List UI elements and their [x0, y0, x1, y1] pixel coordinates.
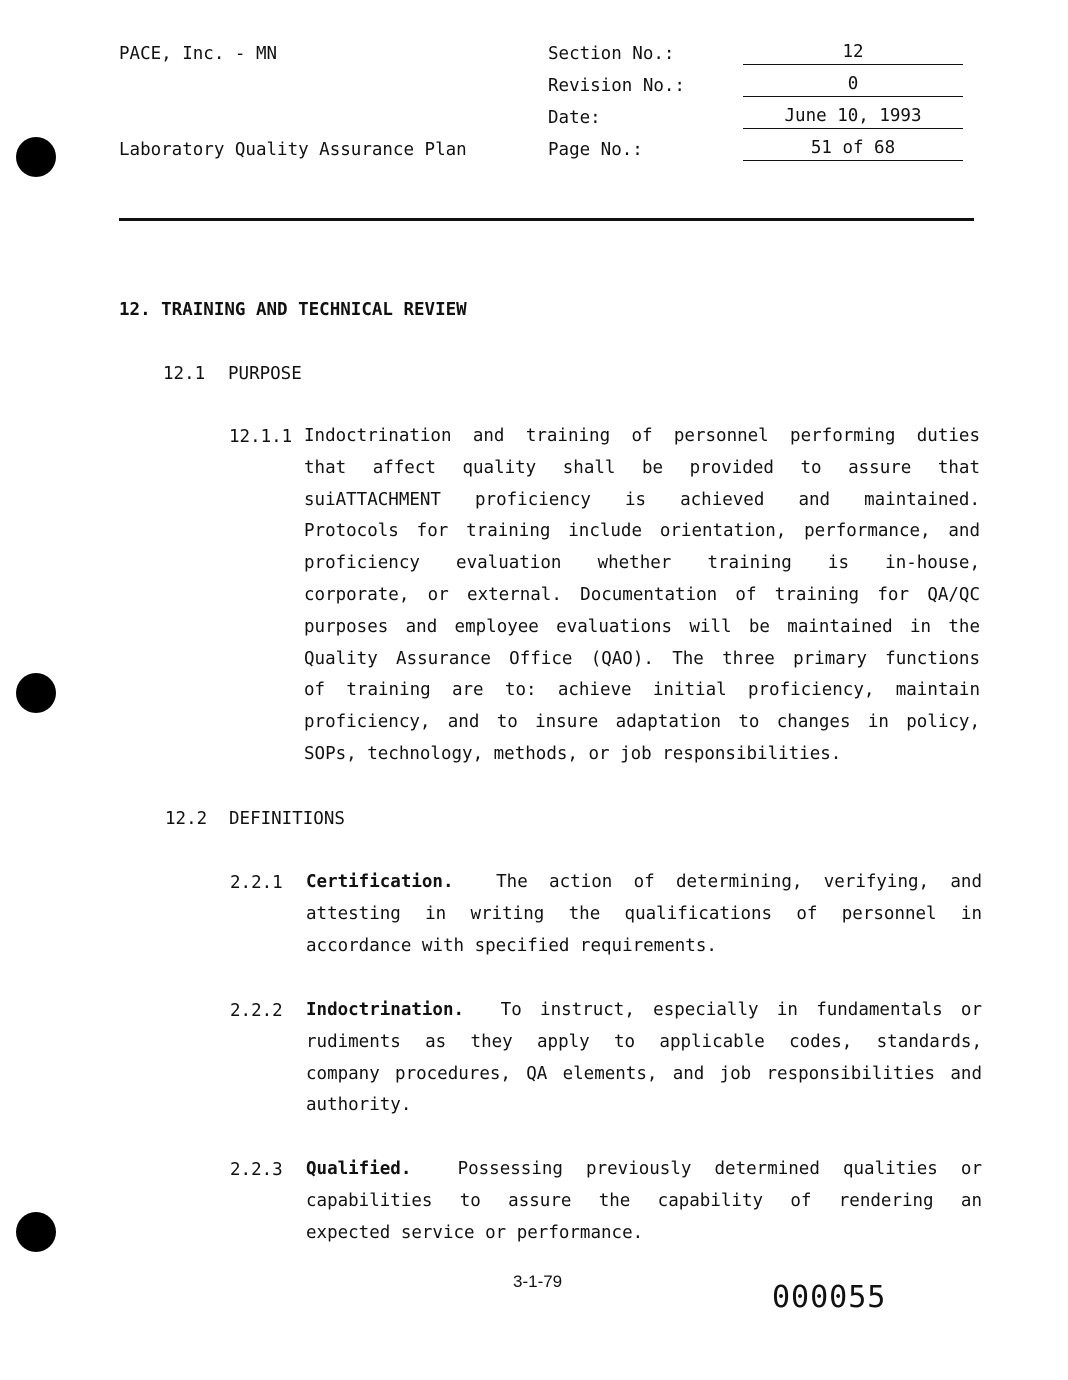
revision-value: 0	[743, 74, 963, 97]
definition-qualified	[306, 1154, 982, 1249]
purpose-line: proficiency evaluation whether training is in-house,	[304, 553, 980, 574]
definition-indoctrination	[306, 995, 982, 1122]
plan-title: Laboratory Quality Assurance Plan	[119, 140, 467, 160]
definition-line: accordance with specified requirements.	[306, 935, 717, 956]
date-label: Date:	[548, 108, 601, 128]
subsection-heading-definitions: DEFINITIONS	[229, 809, 345, 829]
punch-hole-top	[16, 137, 56, 177]
definition-line: authority.	[306, 1095, 412, 1116]
purpose-line: Quality Assurance Office (QAO). The three primary functions	[304, 648, 980, 669]
definition-certification	[306, 867, 982, 962]
revision-label: Revision No.:	[548, 76, 685, 96]
page-value: 51 of 68	[743, 138, 963, 161]
page-label: Page No.:	[548, 140, 643, 160]
definition-line: Possessing previously determined qualities or	[457, 1159, 982, 1179]
definition-line: rudiments as they apply to applicable codes, standards,	[306, 1031, 982, 1052]
footer-code: 3-1-79	[513, 1272, 563, 1291]
section-value: 12	[743, 42, 963, 65]
purpose-paragraph	[304, 421, 980, 771]
definition-number: 2.2.2	[230, 1001, 283, 1021]
purpose-line: of training are to: achieve initial proficiency, maintain	[304, 680, 980, 701]
definition-line: The action of determining, verifying, and	[496, 872, 982, 892]
purpose-line: suiATTACHMENT proficiency is achieved and maintained.	[304, 489, 980, 510]
purpose-line: SOPs, technology, methods, or job responsibilities.	[304, 743, 842, 764]
header-divider	[119, 218, 974, 221]
purpose-line: purposes and employee evaluations will be maintained in the	[304, 616, 980, 637]
paragraph-number-12-1-1: 12.1.1	[229, 427, 293, 447]
definition-line: To instruct, especially in fundamentals or	[500, 1000, 982, 1020]
subsection-number-12-2: 12.2	[165, 809, 208, 829]
section-label: Section No.:	[548, 44, 675, 64]
subsection-heading-purpose: PURPOSE	[228, 364, 302, 384]
purpose-line: proficiency, and to insure adaptation to changes in policy,	[304, 712, 980, 733]
definition-term: Indoctrination.	[306, 1000, 465, 1020]
definition-line: company procedures, QA elements, and job responsibilities and	[306, 1063, 982, 1084]
definition-line: expected service or performance.	[306, 1222, 644, 1243]
definition-line: attesting in writing the qualifications of personnel in	[306, 903, 982, 924]
punch-hole-middle	[16, 673, 56, 713]
definition-number: 2.2.3	[230, 1160, 283, 1180]
section-title: 12. TRAINING AND TECHNICAL REVIEW	[119, 300, 467, 320]
date-value: June 10, 1993	[743, 106, 963, 129]
definition-number: 2.2.1	[230, 873, 283, 893]
purpose-line: that affect quality shall be provided to assure that	[304, 457, 980, 478]
org-name: PACE, Inc. - MN	[119, 44, 278, 64]
subsection-number-12-1: 12.1	[163, 364, 206, 384]
definition-term: Qualified.	[306, 1159, 412, 1179]
purpose-line: Protocols for training include orientation, performance, and	[304, 521, 980, 542]
definition-line: capabilities to assure the capability of rendering an	[306, 1190, 982, 1211]
purpose-line: Indoctrination and training of personnel performing duties	[304, 426, 980, 446]
purpose-line: corporate, or external. Documentation of training for QA/QC	[304, 584, 980, 605]
definition-term: Certification.	[306, 872, 454, 892]
punch-hole-bottom	[16, 1212, 56, 1252]
bates-stamp: 000055	[772, 1280, 887, 1315]
